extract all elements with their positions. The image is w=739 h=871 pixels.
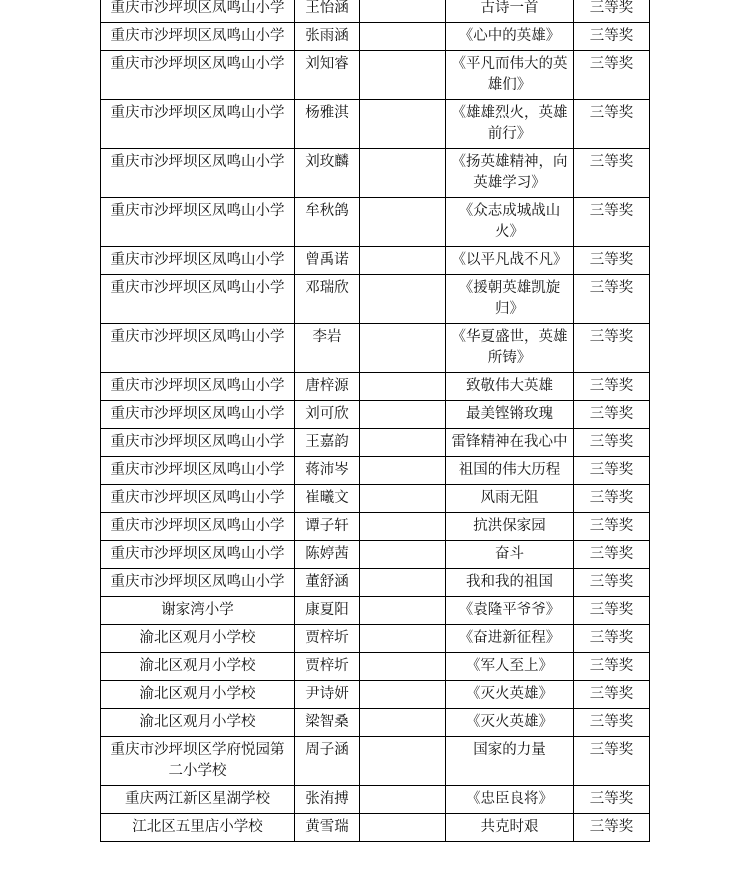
work-title-cell: 《平凡而伟大的英雄们》 bbox=[446, 51, 574, 100]
student-name-cell: 崔曦文 bbox=[295, 485, 360, 513]
empty-cell bbox=[360, 485, 446, 513]
school-cell: 重庆市沙坪坝区凤鸣山小学 bbox=[101, 100, 295, 149]
school-cell: 渝北区观月小学校 bbox=[101, 681, 295, 709]
work-title-cell: 《心中的英雄》 bbox=[446, 23, 574, 51]
prize-cell: 三等奖 bbox=[574, 100, 650, 149]
work-title-cell: 国家的力量 bbox=[446, 737, 574, 786]
table-row bbox=[101, 597, 650, 625]
work-title-cell: 《雄雄烈火，英雄前行》 bbox=[446, 100, 574, 149]
work-title-cell: 《扬英雄精神，向英雄学习》 bbox=[446, 149, 574, 198]
work-title-cell: 我和我的祖国 bbox=[446, 569, 574, 597]
empty-cell bbox=[360, 786, 446, 814]
prize-cell: 三等奖 bbox=[574, 324, 650, 373]
work-title-cell: 《众志成城战山火》 bbox=[446, 198, 574, 247]
student-name-cell: 尹诗妍 bbox=[295, 681, 360, 709]
prize-cell: 三等奖 bbox=[574, 786, 650, 814]
table-row bbox=[101, 373, 650, 401]
work-title-cell: 《援朝英雄凯旋归》 bbox=[446, 275, 574, 324]
prize-cell: 三等奖 bbox=[574, 569, 650, 597]
school-cell: 渝北区观月小学校 bbox=[101, 625, 295, 653]
school-cell: 重庆市沙坪坝区凤鸣山小学 bbox=[101, 149, 295, 198]
work-title-cell: 致敬伟大英雄 bbox=[446, 373, 574, 401]
empty-cell bbox=[360, 198, 446, 247]
student-name-cell: 康夏阳 bbox=[295, 597, 360, 625]
student-name-cell: 张雨涵 bbox=[295, 23, 360, 51]
school-cell: 重庆市沙坪坝区凤鸣山小学 bbox=[101, 23, 295, 51]
work-title-cell: 《华夏盛世，英雄所铸》 bbox=[446, 324, 574, 373]
student-name-cell: 陈婷茜 bbox=[295, 541, 360, 569]
empty-cell bbox=[360, 51, 446, 100]
prize-cell: 三等奖 bbox=[574, 681, 650, 709]
school-cell: 重庆市沙坪坝区凤鸣山小学 bbox=[101, 198, 295, 247]
table-row bbox=[101, 429, 650, 457]
empty-cell bbox=[360, 541, 446, 569]
student-name-cell: 刘知睿 bbox=[295, 51, 360, 100]
table-row bbox=[101, 814, 650, 842]
student-name-cell: 贾梓圻 bbox=[295, 625, 360, 653]
work-title-cell: 共克时艰 bbox=[446, 814, 574, 842]
student-name-cell: 李岩 bbox=[295, 324, 360, 373]
prize-cell: 三等奖 bbox=[574, 541, 650, 569]
table-row bbox=[101, 51, 650, 100]
empty-cell bbox=[360, 737, 446, 786]
school-cell: 重庆市沙坪坝区凤鸣山小学 bbox=[101, 373, 295, 401]
student-name-cell: 刘可欣 bbox=[295, 401, 360, 429]
student-name-cell: 邓瑞欣 bbox=[295, 275, 360, 324]
student-name-cell: 董舒涵 bbox=[295, 569, 360, 597]
prize-cell: 三等奖 bbox=[574, 814, 650, 842]
school-cell: 重庆市沙坪坝区凤鸣山小学 bbox=[101, 401, 295, 429]
student-name-cell: 谭子轩 bbox=[295, 513, 360, 541]
school-cell: 重庆市沙坪坝区凤鸣山小学 bbox=[101, 569, 295, 597]
empty-cell bbox=[360, 149, 446, 198]
prize-cell: 三等奖 bbox=[574, 513, 650, 541]
school-cell: 重庆市沙坪坝区学府悦园第二小学校 bbox=[101, 737, 295, 786]
table-row bbox=[101, 513, 650, 541]
school-cell: 重庆两江新区星湖学校 bbox=[101, 786, 295, 814]
prize-cell: 三等奖 bbox=[574, 597, 650, 625]
table-row bbox=[101, 198, 650, 247]
prize-cell: 三等奖 bbox=[574, 275, 650, 324]
table-row bbox=[101, 709, 650, 737]
work-title-cell: 《灭火英雄》 bbox=[446, 709, 574, 737]
work-title-cell: 祖国的伟大历程 bbox=[446, 457, 574, 485]
empty-cell bbox=[360, 653, 446, 681]
school-cell: 重庆市沙坪坝区凤鸣山小学 bbox=[101, 429, 295, 457]
empty-cell bbox=[360, 23, 446, 51]
empty-cell bbox=[360, 0, 446, 23]
prize-cell: 三等奖 bbox=[574, 709, 650, 737]
student-name-cell: 刘玫麟 bbox=[295, 149, 360, 198]
table-row bbox=[101, 23, 650, 51]
work-title-cell: 风雨无阻 bbox=[446, 485, 574, 513]
work-title-cell: 《灭火英雄》 bbox=[446, 681, 574, 709]
prize-cell: 三等奖 bbox=[574, 401, 650, 429]
student-name-cell: 贾梓圻 bbox=[295, 653, 360, 681]
table-row bbox=[101, 324, 650, 373]
school-cell: 重庆市沙坪坝区凤鸣山小学 bbox=[101, 513, 295, 541]
work-title-cell: 《以平凡战不凡》 bbox=[446, 247, 574, 275]
work-title-cell: 最美铿锵玫瑰 bbox=[446, 401, 574, 429]
prize-cell: 三等奖 bbox=[574, 0, 650, 23]
prize-cell: 三等奖 bbox=[574, 198, 650, 247]
empty-cell bbox=[360, 513, 446, 541]
school-cell: 重庆市沙坪坝区凤鸣山小学 bbox=[101, 275, 295, 324]
empty-cell bbox=[360, 401, 446, 429]
table-row bbox=[101, 247, 650, 275]
table-row bbox=[101, 653, 650, 681]
work-title-cell: 《军人至上》 bbox=[446, 653, 574, 681]
school-cell: 渝北区观月小学校 bbox=[101, 653, 295, 681]
work-title-cell: 古诗一首 bbox=[446, 0, 574, 23]
school-cell: 重庆市沙坪坝区凤鸣山小学 bbox=[101, 324, 295, 373]
student-name-cell: 黄雪瑞 bbox=[295, 814, 360, 842]
work-title-cell: 抗洪保家园 bbox=[446, 513, 574, 541]
table-row bbox=[101, 401, 650, 429]
school-cell: 重庆市沙坪坝区凤鸣山小学 bbox=[101, 51, 295, 100]
prize-cell: 三等奖 bbox=[574, 625, 650, 653]
empty-cell bbox=[360, 373, 446, 401]
work-title-cell: 《袁隆平爷爷》 bbox=[446, 597, 574, 625]
school-cell: 重庆市沙坪坝区凤鸣山小学 bbox=[101, 247, 295, 275]
awards-table bbox=[100, 0, 650, 842]
prize-cell: 三等奖 bbox=[574, 373, 650, 401]
work-title-cell: 《奋进新征程》 bbox=[446, 625, 574, 653]
student-name-cell: 蒋沛岑 bbox=[295, 457, 360, 485]
empty-cell bbox=[360, 247, 446, 275]
student-name-cell: 牟秋鸽 bbox=[295, 198, 360, 247]
prize-cell: 三等奖 bbox=[574, 737, 650, 786]
student-name-cell: 张洧搏 bbox=[295, 786, 360, 814]
work-title-cell: 《忠臣良将》 bbox=[446, 786, 574, 814]
prize-cell: 三等奖 bbox=[574, 149, 650, 198]
empty-cell bbox=[360, 275, 446, 324]
prize-cell: 三等奖 bbox=[574, 653, 650, 681]
school-cell: 重庆市沙坪坝区凤鸣山小学 bbox=[101, 457, 295, 485]
empty-cell bbox=[360, 709, 446, 737]
school-cell: 江北区五里店小学校 bbox=[101, 814, 295, 842]
table-row bbox=[101, 0, 650, 23]
empty-cell bbox=[360, 597, 446, 625]
table-row bbox=[101, 737, 650, 786]
table-row bbox=[101, 485, 650, 513]
table-row bbox=[101, 149, 650, 198]
empty-cell bbox=[360, 681, 446, 709]
table-row bbox=[101, 681, 650, 709]
table-row bbox=[101, 457, 650, 485]
table-row bbox=[101, 786, 650, 814]
table-row bbox=[101, 100, 650, 149]
student-name-cell: 王嘉韵 bbox=[295, 429, 360, 457]
school-cell: 重庆市沙坪坝区凤鸣山小学 bbox=[101, 0, 295, 23]
school-cell: 重庆市沙坪坝区凤鸣山小学 bbox=[101, 485, 295, 513]
prize-cell: 三等奖 bbox=[574, 457, 650, 485]
table-row bbox=[101, 569, 650, 597]
empty-cell bbox=[360, 814, 446, 842]
empty-cell bbox=[360, 324, 446, 373]
prize-cell: 三等奖 bbox=[574, 51, 650, 100]
empty-cell bbox=[360, 429, 446, 457]
empty-cell bbox=[360, 569, 446, 597]
table-row bbox=[101, 625, 650, 653]
empty-cell bbox=[360, 625, 446, 653]
empty-cell bbox=[360, 457, 446, 485]
school-cell: 渝北区观月小学校 bbox=[101, 709, 295, 737]
school-cell: 谢家湾小学 bbox=[101, 597, 295, 625]
prize-cell: 三等奖 bbox=[574, 23, 650, 51]
empty-cell bbox=[360, 100, 446, 149]
prize-cell: 三等奖 bbox=[574, 429, 650, 457]
student-name-cell: 杨雅淇 bbox=[295, 100, 360, 149]
table-row bbox=[101, 541, 650, 569]
prize-cell: 三等奖 bbox=[574, 485, 650, 513]
student-name-cell: 曾禹诺 bbox=[295, 247, 360, 275]
table-row bbox=[101, 275, 650, 324]
student-name-cell: 周子涵 bbox=[295, 737, 360, 786]
work-title-cell: 雷锋精神在我心中 bbox=[446, 429, 574, 457]
student-name-cell: 王怡涵 bbox=[295, 0, 360, 23]
student-name-cell: 唐梓源 bbox=[295, 373, 360, 401]
prize-cell: 三等奖 bbox=[574, 247, 650, 275]
work-title-cell: 奋斗 bbox=[446, 541, 574, 569]
school-cell: 重庆市沙坪坝区凤鸣山小学 bbox=[101, 541, 295, 569]
student-name-cell: 梁智桑 bbox=[295, 709, 360, 737]
awards-table-body bbox=[101, 0, 650, 842]
